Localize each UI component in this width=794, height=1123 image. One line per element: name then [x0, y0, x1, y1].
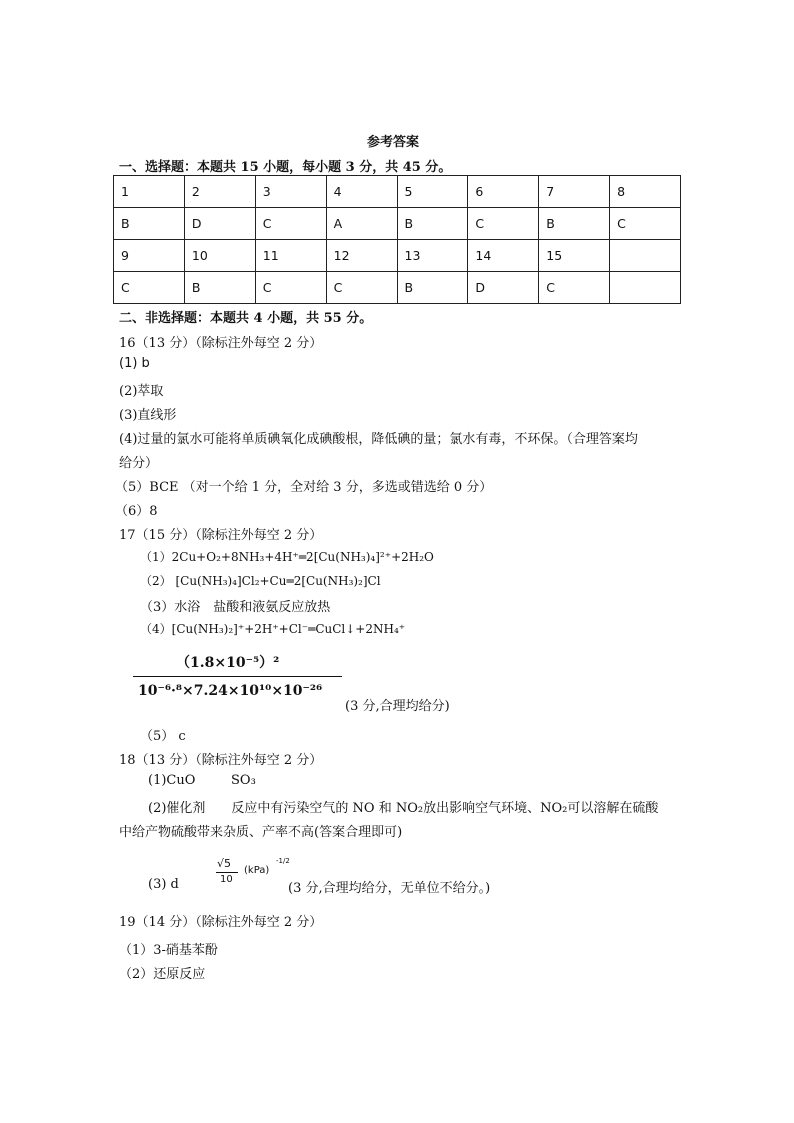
- table-cell: C: [326, 272, 397, 304]
- table-cell: A: [326, 208, 397, 240]
- q18-unit: (kPa): [244, 865, 270, 876]
- table-cell: 8: [610, 176, 681, 208]
- table-cell: D: [184, 208, 255, 240]
- q18-fraction-note: (3 分,合理均给分，无单位不给分。): [288, 881, 491, 896]
- q19-answer-1: （1）3-硝基苯酚: [119, 943, 218, 958]
- table-cell: 2: [184, 176, 255, 208]
- q16-answer-3: (3)直线形: [119, 408, 177, 423]
- table-row: [114, 208, 681, 240]
- q16-answer-1: (1) b: [119, 356, 150, 371]
- table-cell: [610, 272, 681, 304]
- q18-answer-2-cont: 中给产物硫酸带来杂质、产率不高(答案合理即可): [119, 825, 403, 840]
- page-title: 参考答案: [367, 135, 420, 150]
- table-cell: 4: [326, 176, 397, 208]
- table-cell: C: [114, 272, 185, 304]
- q17-header: 17（15 分）（除标注外每空 2 分）: [119, 528, 323, 543]
- q17-answer-2: （2） [Cu(NH₃)₄]Cl₂+Cu═2[Cu(NH₃)₂]Cl: [140, 574, 381, 588]
- table-row: [114, 176, 681, 208]
- section-1-heading: 一、选择题：本题共 15 小题，每小题 3 分，共 45 分。: [119, 160, 452, 175]
- table-cell: 14: [468, 240, 539, 272]
- q17-answer-1: （1）2Cu+O₂+8NH₃+4H⁺═2[Cu(NH₃)₄]²⁺+2H₂O: [140, 550, 434, 564]
- q19-header: 19（14 分）（除标注外每空 2 分）: [119, 915, 323, 930]
- table-cell: C: [468, 208, 539, 240]
- answer-table: [113, 175, 681, 304]
- table-cell: C: [255, 272, 326, 304]
- q17-fraction-numerator: （1.8×10⁻⁵）²: [176, 655, 280, 671]
- table-cell: C: [610, 208, 681, 240]
- q16-answer-2: (2)萃取: [119, 384, 164, 399]
- table-cell: 13: [397, 240, 468, 272]
- q17-answer-4: （4）[Cu(NH₃)₂]⁺+2H⁺+Cl⁻═CuCl↓+2NH₄⁺: [140, 622, 406, 636]
- q18-fraction-denominator: 10: [220, 874, 233, 885]
- q16-header: 16（13 分）（除标注外每空 2 分）: [119, 336, 323, 351]
- q19-answer-2: （2）还原反应: [119, 967, 206, 982]
- table-cell: 11: [255, 240, 326, 272]
- table-cell: 10: [184, 240, 255, 272]
- q16-answer-4: (4)过量的氯水可能将单质碘氧化成碘酸根，降低碘的量；氯水有毒，不环保。（合理答案均: [119, 432, 638, 447]
- q17-fraction-denominator: 10⁻⁶·⁸×7.24×10¹⁰×10⁻²⁶: [138, 683, 323, 699]
- table-cell: 15: [539, 240, 610, 272]
- q18-header: 18（13 分）（除标注外每空 2 分）: [119, 753, 323, 768]
- table-cell: 12: [326, 240, 397, 272]
- table-cell: B: [184, 272, 255, 304]
- table-cell: 5: [397, 176, 468, 208]
- q18-answer-3: (3) d: [148, 877, 179, 892]
- q18-answer-1b: SO₃: [231, 773, 256, 788]
- table-row: [114, 240, 681, 272]
- q17-answer-3: （3）水浴 盐酸和液氨反应放热: [140, 600, 331, 615]
- table-cell: B: [397, 208, 468, 240]
- table-cell: C: [539, 272, 610, 304]
- q18-answer-1a: (1)CuO: [148, 773, 196, 788]
- q18-answer-2: (2)催化剂 反应中有污染空气的 NO 和 NO₂放出影响空气环境、NO₂可以溶解在硫酸: [148, 801, 659, 816]
- table-cell: [610, 240, 681, 272]
- q16-answer-4-cont: 给分）: [119, 456, 159, 471]
- table-cell: 7: [539, 176, 610, 208]
- table-cell: B: [397, 272, 468, 304]
- q17-fraction-note: (3 分,合理均给分): [345, 699, 450, 714]
- q17-fraction-bar: [133, 676, 342, 677]
- table-cell: B: [539, 208, 610, 240]
- table-row: [114, 272, 681, 304]
- q17-answer-5: （5） c: [140, 729, 186, 744]
- table-cell: B: [114, 208, 185, 240]
- q16-answer-5: （5）BCE （对一个给 1 分，全对给 3 分，多选或错选给 0 分）: [115, 480, 493, 495]
- table-cell: D: [468, 272, 539, 304]
- table-cell: 9: [114, 240, 185, 272]
- q18-fraction-bar: [216, 872, 238, 873]
- table-cell: C: [255, 208, 326, 240]
- table-cell: 6: [468, 176, 539, 208]
- q18-unit-exponent: -1/2: [276, 857, 290, 865]
- table-cell: 3: [255, 176, 326, 208]
- section-2-heading: 二、非选择题：本题共 4 小题，共 55 分。: [119, 311, 373, 326]
- q16-answer-6: （6）8: [115, 504, 158, 519]
- q18-fraction-numerator: √5: [217, 857, 232, 870]
- table-cell: 1: [114, 176, 185, 208]
